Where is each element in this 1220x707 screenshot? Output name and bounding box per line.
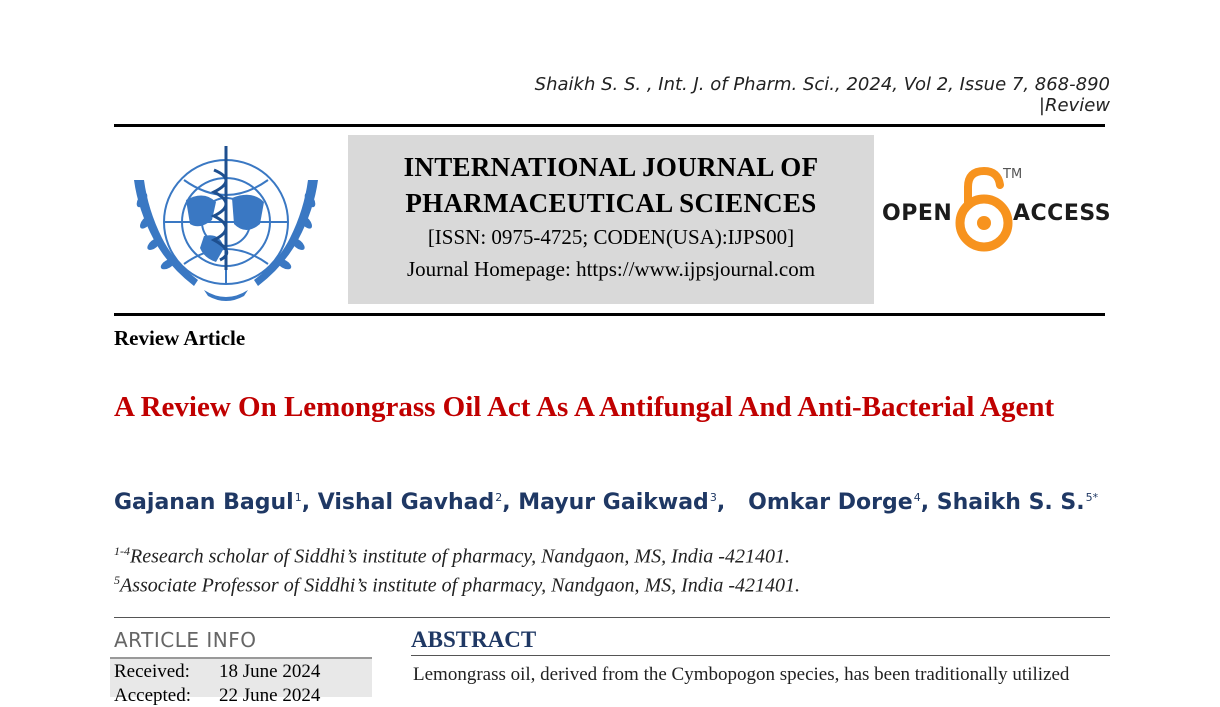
affiliation-sup: 5	[114, 573, 120, 587]
affiliation-text: Associate Professor of Siddhi’s institute of pharmacy, Nandgaon, MS, India -421401.	[120, 574, 800, 597]
received-date: 18 June 2024	[219, 661, 321, 682]
running-head: Shaikh S. S. , Int. J. of Pharm. Sci., 2024, Vol 2, Issue 7, 868-890 |Review	[534, 74, 1110, 116]
author-list	[114, 490, 1098, 515]
trademark-mark: TM	[1003, 167, 1023, 182]
affiliation-sup: 1-4	[114, 544, 130, 558]
author-name: Vishal Gavhad	[317, 490, 495, 515]
affiliation-line	[114, 573, 800, 598]
journal-masthead	[348, 135, 874, 304]
author-separator: ,	[502, 490, 519, 515]
open-access-logo	[880, 165, 1110, 255]
abstract-text: Lemongrass oil, derived from the Cymbopogon species, has been traditionally utilized	[413, 664, 1070, 685]
received-label: Received:	[114, 661, 190, 682]
author-affiliation-sup: 5*	[1085, 491, 1099, 504]
affiliation-line	[114, 544, 790, 569]
journal-name-line1: INTERNATIONAL JOURNAL OF	[403, 152, 819, 182]
journal-homepage-link[interactable]: Journal Homepage: https://www.ijpsjournal.com	[406, 257, 816, 281]
masthead-bottom-rule	[114, 313, 1105, 316]
received-row	[114, 661, 320, 683]
section-divider	[114, 617, 1110, 618]
journal-name-line2: PHARMACEUTICAL SCIENCES	[405, 188, 817, 218]
abstract-heading: ABSTRACT	[411, 627, 537, 652]
accepted-date: 22 June 2024	[219, 685, 321, 706]
author-separator: ,	[716, 490, 741, 515]
top-rule	[114, 124, 1105, 127]
author-name: Gajanan Bagul	[114, 490, 294, 515]
author-affiliation-sup: 3	[709, 491, 717, 504]
author-separator: ,	[920, 490, 937, 515]
accepted-label: Accepted:	[114, 685, 192, 706]
journal-emblem-logo	[124, 140, 328, 306]
author-affiliation-sup: 1	[294, 491, 302, 504]
abstract-rule	[411, 655, 1110, 656]
journal-issn: [ISSN: 0975-4725; CODEN(USA):IJPS00]	[427, 225, 795, 249]
author-name: Omkar Dorge	[748, 490, 913, 515]
author-name: Mayur Gaikwad	[518, 490, 709, 515]
author-affiliation-sup: 4	[913, 491, 921, 504]
open-access-left-word: OPEN	[882, 201, 953, 226]
accepted-row	[114, 685, 320, 707]
author-affiliation-sup: 2	[495, 491, 503, 504]
article-info-heading: ARTICLE INFO	[114, 628, 257, 652]
article-type: Review Article	[114, 326, 246, 350]
affiliation-text: Research scholar of Siddhi’s institute of pharmacy, Nandgaon, MS, India -421401.	[130, 545, 790, 568]
article-info-box	[110, 657, 372, 706]
author-name: Shaikh S. S.	[936, 490, 1085, 515]
author-separator: ,	[301, 490, 318, 515]
paper-title: A Review On Lemongrass Oil Act As A Antifungal And Anti-Bacterial Agent	[114, 391, 1055, 423]
open-access-right-word: ACCESS	[1013, 201, 1112, 226]
